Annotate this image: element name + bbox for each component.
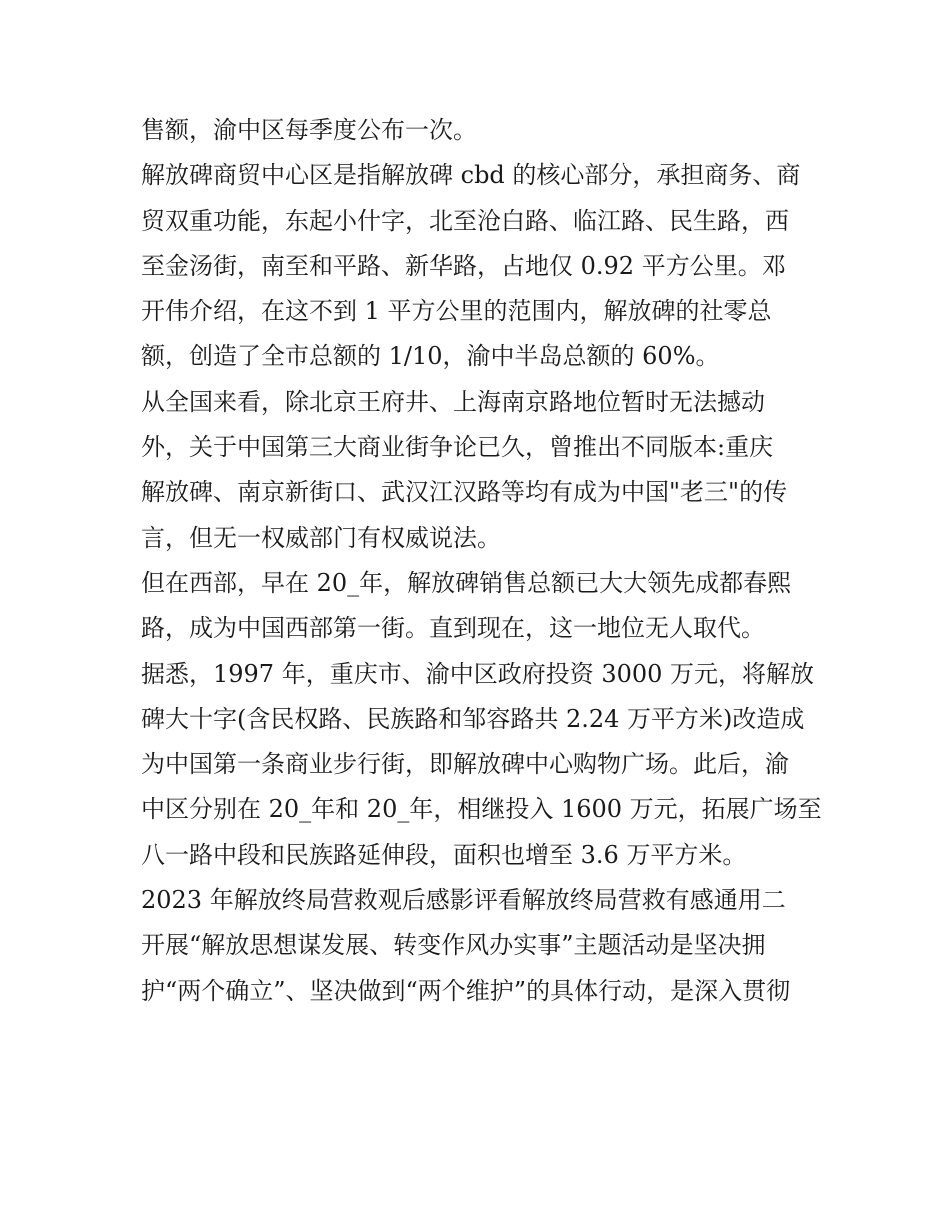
- text-line: 八一路中段和民族路延伸段，面积也增至 3.6 万平方米。: [141, 840, 747, 869]
- text-line: 为中国第一条商业步行街，即解放碑中心购物广场。此后，渝: [141, 750, 789, 779]
- text-line: 中区分别在 20_年和 20_年，相继投入 1600 万元，拓展广场至: [141, 795, 822, 824]
- text-line: 言，但无一权威部门有权威说法。: [141, 523, 501, 552]
- text-line: 贸双重功能，东起小什字，北至沧白路、临江路、民生路，西: [141, 206, 789, 235]
- text-line: 据悉，1997 年，重庆市、渝中区政府投资 3000 万元，将解放: [141, 659, 815, 688]
- text-line: 外，关于中国第三大商业街争论已久，曾推出不同版本:重庆: [141, 433, 774, 462]
- text-line: 但在西部，早在 20_年，解放碑销售总额已大大领先成都春熙: [141, 568, 792, 597]
- text-line: 额，创造了全市总额的 1/10，渝中半岛总额的 60%。: [141, 342, 720, 371]
- text-line: 护“两个确立”、坚决做到“两个维护”的具体行动，是深入贯彻: [141, 976, 791, 1005]
- text-line: 碑大十字(含民权路、民族路和邹容路共 2.24 万平方米)改造成: [141, 704, 805, 733]
- text-line: 从全国来看，除北京王府井、上海南京路地位暂时无法撼动: [141, 387, 765, 416]
- text-line: 解放碑、南京新街口、武汉江汉路等均有成为中国"老三"的传: [141, 478, 788, 507]
- text-line: 开伟介绍，在这不到 1 平方公里的范围内，解放碑的社零总: [141, 297, 772, 326]
- text-line: 售额，渝中区每季度公布一次。: [141, 116, 477, 144]
- text-line: 开展“解放思想谋发展、转变作风办实事”主题活动是坚决拥: [141, 931, 766, 960]
- text-line: 2023 年解放终局营救观后感影评看解放终局营救有感通用二: [141, 886, 786, 915]
- text-line: 解放碑商贸中心区是指解放碑 cbd 的核心部分，承担商务、商: [141, 161, 801, 190]
- text-line: 至金汤街，南至和平路、新华路，占地仅 0.92 平方公里。邓: [141, 251, 786, 280]
- body-text: [141, 108, 821, 1014]
- text-line: 路，成为中国西部第一街。直到现在，这一地位无人取代。: [141, 614, 765, 643]
